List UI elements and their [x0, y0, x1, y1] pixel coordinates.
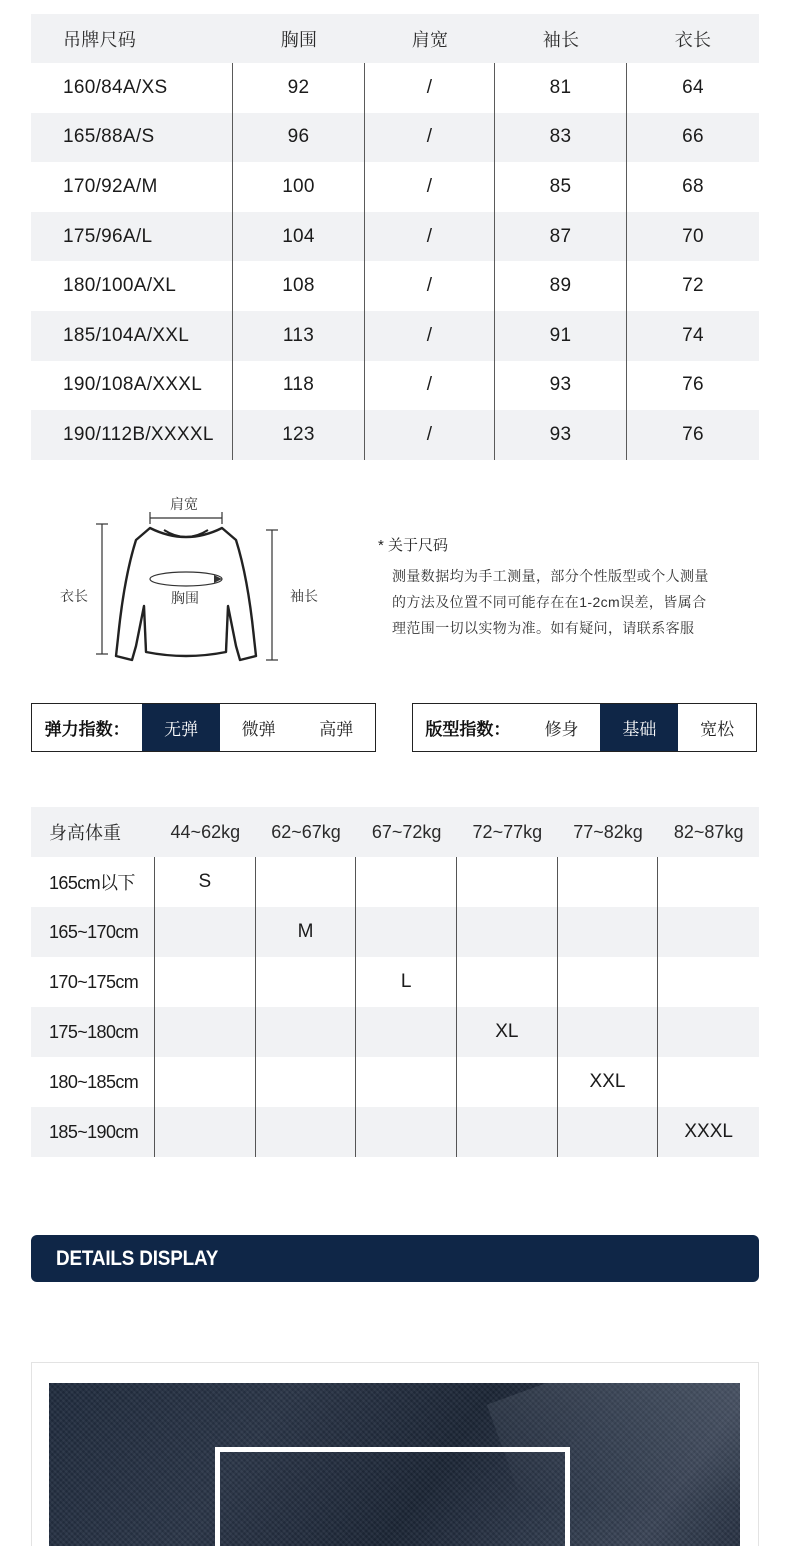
size-cell-length: 64: [682, 76, 704, 98]
size-cell-shoulder: /: [365, 311, 495, 361]
height-weight-body: [31, 857, 759, 1157]
size-cell-chest: 104: [233, 212, 365, 262]
empty-size-cell: [558, 907, 659, 957]
empty-size-cell: [256, 1057, 357, 1107]
empty-size-cell: [457, 1057, 558, 1107]
height-weight-row: [31, 907, 759, 957]
size-cell-tag-size: 190/108A/XXXL: [31, 361, 233, 411]
size-cell-length: 70: [682, 225, 704, 247]
weight-range-header: 44~62kg: [170, 821, 241, 842]
length-label: 衣长: [60, 588, 88, 604]
size-cell-tag-size: 190/112B/XXXXL: [31, 410, 233, 460]
size-cell-sleeve: 81: [495, 63, 627, 113]
weight-range-header: 82~87kg: [673, 821, 744, 842]
empty-size-cell: [658, 1057, 759, 1107]
elasticity-option-slight: 微弹: [241, 720, 276, 739]
header-chest: 胸围: [280, 29, 318, 50]
height-weight-row: [31, 1007, 759, 1057]
size-chart-row: [31, 261, 759, 311]
empty-size-cell: [356, 1007, 457, 1057]
garment-measurement-diagram: [40, 488, 350, 678]
empty-size-cell: [658, 907, 759, 957]
shoulder-label: 肩宽: [170, 496, 198, 512]
empty-size-cell: [256, 1107, 357, 1157]
sweater-outline-icon: [40, 488, 350, 678]
recommended-size-cell: M: [256, 907, 357, 957]
elasticity-index-title: 弹力指数：: [44, 720, 130, 739]
recommended-size-cell: XL: [457, 1007, 558, 1057]
empty-size-cell: [658, 857, 759, 907]
empty-size-cell: [155, 1057, 256, 1107]
size-cell-shoulder: /: [365, 113, 495, 163]
size-cell-chest: 108: [233, 261, 365, 311]
header-length: 衣长: [674, 29, 712, 50]
height-range-cell: 170~175cm: [31, 957, 155, 1007]
size-chart-body: [31, 63, 759, 460]
size-cell-length: 68: [682, 175, 704, 197]
fabric-zoom-frame: [215, 1447, 570, 1546]
height-weight-row: [31, 1107, 759, 1157]
recommended-size-cell: L: [356, 957, 457, 1007]
empty-size-cell: [558, 1107, 659, 1157]
size-chart-header: [31, 14, 759, 63]
size-cell-chest: 100: [233, 162, 365, 212]
height-weight-table: [31, 807, 759, 1157]
empty-size-cell: [658, 957, 759, 1007]
height-weight-row: [31, 857, 759, 907]
fit-index-title: 版型指数：: [425, 720, 511, 739]
size-cell-sleeve: 85: [495, 162, 627, 212]
size-chart-row: [31, 212, 759, 262]
size-cell-sleeve: 93: [495, 410, 627, 460]
fit-index: [412, 703, 757, 752]
size-chart-row: [31, 410, 759, 460]
size-chart-row: [31, 311, 759, 361]
weight-range-header: 77~82kg: [573, 821, 643, 842]
weight-range-header: 67~72kg: [371, 821, 442, 842]
recommended-size-cell: XXL: [558, 1057, 659, 1107]
size-cell-sleeve: 83: [495, 113, 627, 163]
size-cell-sleeve: 91: [495, 311, 627, 361]
sleeve-label: 袖长: [290, 588, 318, 604]
empty-size-cell: [457, 857, 558, 907]
empty-size-cell: [256, 1007, 357, 1057]
weight-range-header: 62~67kg: [271, 821, 341, 842]
recommended-size-cell: S: [155, 857, 256, 907]
size-cell-tag-size: 165/88A/S: [31, 113, 233, 163]
header-tag-size: 吊牌尺码: [63, 29, 137, 50]
size-cell-sleeve: 87: [495, 212, 627, 262]
size-cell-tag-size: 170/92A/M: [31, 162, 233, 212]
recommended-size-cell: XXXL: [684, 1121, 733, 1142]
height-range-cell: 165cm以下: [31, 857, 155, 907]
elasticity-option-high: 高弹: [319, 720, 354, 739]
size-note-line: 测量数据均为手工测量，部分个性版型或个人测量: [392, 568, 709, 584]
size-chart-row: [31, 113, 759, 163]
size-cell-shoulder: /: [365, 212, 495, 262]
height-range-cell: 180~185cm: [31, 1057, 155, 1107]
empty-size-cell: [558, 957, 659, 1007]
size-cell-tag-size: 175/96A/L: [31, 212, 233, 262]
empty-size-cell: [155, 957, 256, 1007]
size-cell-length: 76: [682, 374, 704, 396]
height-range-cell: 185~190cm: [31, 1107, 155, 1157]
size-note: [378, 534, 758, 641]
height-weight-corner: 身高体重: [49, 823, 121, 843]
size-cell-tag-size: 180/100A/XL: [31, 261, 233, 311]
empty-size-cell: [155, 1007, 256, 1057]
empty-size-cell: [356, 1057, 457, 1107]
size-cell-shoulder: /: [365, 261, 495, 311]
size-chart-row: [31, 361, 759, 411]
height-range-cell: 175~180cm: [31, 1007, 155, 1057]
fit-option-loose: 宽松: [700, 720, 735, 739]
details-display-title: DETAILS DISPLAY: [56, 1246, 219, 1270]
empty-size-cell: [457, 957, 558, 1007]
empty-size-cell: [356, 1107, 457, 1157]
size-cell-length: 72: [682, 275, 704, 297]
size-cell-tag-size: 185/104A/XXL: [31, 311, 233, 361]
fit-option-regular: 基础: [600, 704, 678, 751]
empty-size-cell: [256, 957, 357, 1007]
elasticity-index: [31, 703, 376, 752]
size-cell-tag-size: 160/84A/XS: [31, 63, 233, 113]
empty-size-cell: [155, 907, 256, 957]
chest-label: 胸围: [171, 590, 199, 606]
size-note-line: 的方法及位置不同可能存在在1-2cm误差，皆属合: [392, 594, 707, 610]
empty-size-cell: [558, 857, 659, 907]
size-note-line: 理范围一切以实物为准。如有疑问，请联系客服: [392, 620, 695, 636]
height-weight-header: [31, 807, 759, 857]
empty-size-cell: [155, 1107, 256, 1157]
empty-size-cell: [658, 1007, 759, 1057]
size-cell-sleeve: 89: [495, 261, 627, 311]
size-cell-shoulder: /: [365, 410, 495, 460]
empty-size-cell: [457, 1107, 558, 1157]
size-cell-chest: 118: [233, 361, 365, 411]
empty-size-cell: [457, 907, 558, 957]
size-cell-chest: 123: [233, 410, 365, 460]
height-weight-row: [31, 957, 759, 1007]
size-note-body: [378, 563, 758, 641]
header-shoulder: 肩宽: [411, 29, 449, 50]
size-chart-row: [31, 63, 759, 113]
fit-option-slim: 修身: [544, 720, 579, 739]
empty-size-cell: [356, 857, 457, 907]
size-cell-length: 66: [682, 126, 704, 148]
size-chart-table: [31, 14, 759, 460]
details-display-banner: [31, 1235, 759, 1282]
empty-size-cell: [356, 907, 457, 957]
height-weight-row: [31, 1057, 759, 1107]
size-note-title: * 关于尺码: [378, 537, 449, 554]
fabric-detail-image: [49, 1383, 740, 1546]
size-cell-shoulder: /: [365, 63, 495, 113]
size-cell-length: 76: [682, 423, 704, 445]
empty-size-cell: [256, 857, 357, 907]
size-cell-sleeve: 93: [495, 361, 627, 411]
size-cell-chest: 92: [233, 63, 365, 113]
size-cell-shoulder: /: [365, 361, 495, 411]
size-chart-row: [31, 162, 759, 212]
size-cell-chest: 113: [233, 311, 365, 361]
size-cell-chest: 96: [233, 113, 365, 163]
size-cell-shoulder: /: [365, 162, 495, 212]
size-cell-length: 74: [682, 324, 704, 346]
elasticity-option-none: 无弹: [142, 704, 220, 751]
weight-range-header: 72~77kg: [472, 821, 543, 842]
empty-size-cell: [558, 1007, 659, 1057]
height-range-cell: 165~170cm: [31, 907, 155, 957]
header-sleeve: 袖长: [542, 29, 580, 50]
